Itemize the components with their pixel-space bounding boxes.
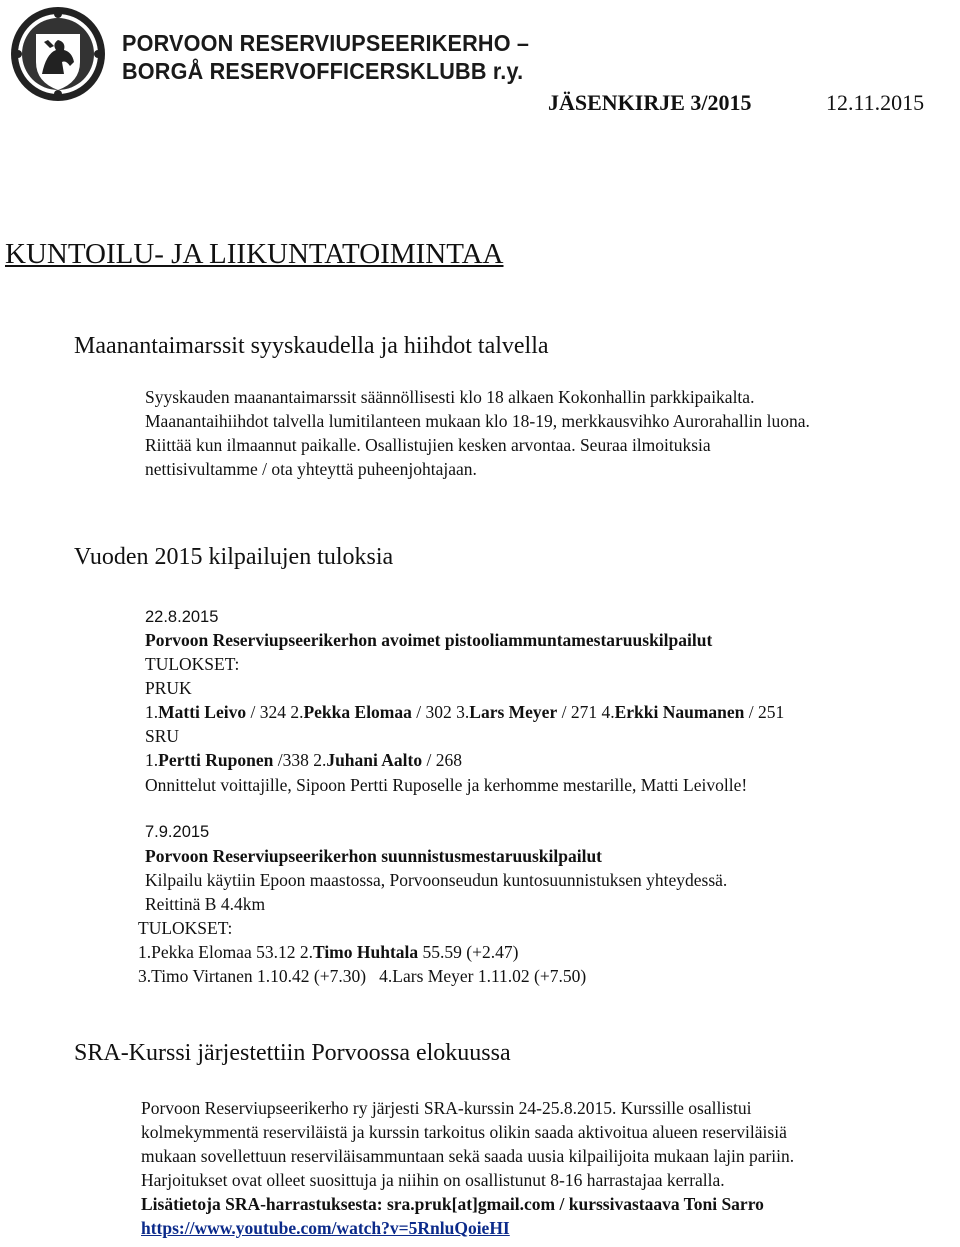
- newsletter-number: JÄSENKIRJE 3/2015: [548, 90, 752, 115]
- result-score: / 302: [411, 702, 457, 722]
- result-entry: 1.Pekka Elomaa 53.12: [138, 942, 300, 962]
- lion-coat-of-arms-icon: [6, 4, 110, 104]
- result-name: Lars Meyer: [469, 702, 558, 722]
- result-score: / 251: [744, 702, 785, 722]
- event2-results-label: TULOKSET:: [138, 918, 233, 938]
- result-name: Timo Huhtala: [312, 942, 419, 962]
- result-name: Juhani Aalto: [326, 750, 423, 770]
- organization-name-sv: BORGÅ RESERVOFFICERSKLUBB r.y.: [122, 58, 524, 84]
- result-rank: 1.: [145, 702, 159, 722]
- event2-results-line2: 3.Timo Virtanen 1.10.42 (+7.30) 4.Lars Meyer 1.11.02 (+7.50): [138, 966, 587, 986]
- sra-line-3: mukaan sovellettuun reserviläisammuntaan sekä saada uusia kilpailijoita mukaan lajin pariin.: [141, 1146, 795, 1166]
- youtube-link[interactable]: https://www.youtube.com/watch?v=5RnluQoieHI: [141, 1218, 510, 1238]
- event1-name: Porvoon Reserviupseerikerhon avoimet pistooliammuntamestaruuskilpailut: [145, 630, 713, 650]
- marches-line-1: Syyskauden maanantaimarssit säännöllisesti klo 18 alkaen Kokonhallin parkkipaikalta.: [145, 387, 755, 407]
- result-score: / 268: [422, 750, 463, 770]
- sra-line-1: Porvoon Reserviupseerikerho ry järjesti SRA-kurssin 24-25.8.2015. Kurssille osallistui: [141, 1098, 752, 1118]
- event1-class1-results: [145, 700, 784, 724]
- section-title-results: Vuoden 2015 kilpailujen tuloksia: [74, 544, 394, 570]
- result-name: Pertti Ruponen: [158, 750, 274, 770]
- sra-contact: Lisätietoja SRA-harrastuksesta: sra.pruk[at]gmail.com / kurssivastaava Toni Sarro: [141, 1194, 764, 1214]
- section-title-sra: SRA-Kurssi järjestettiin Porvoossa elokuussa: [74, 1040, 511, 1066]
- result-rank: 2.: [313, 750, 327, 770]
- event2-desc: Kilpailu käytiin Epoon maastossa, Porvoonseudun kuntosuunnistuksen yhteydessä.: [145, 870, 728, 890]
- result-rank: 4.: [601, 702, 615, 722]
- event1-date: 22.8.2015: [145, 608, 219, 626]
- section-title-marches: Maanantaimarssit syyskaudella ja hiihdot talvella: [74, 333, 549, 359]
- event1-results-label: TULOKSET:: [145, 654, 240, 674]
- event1-congrats: Onnittelut voittajille, Sipoon Pertti Ruposelle ja kerhomme mestarille, Matti Leivolle!: [145, 775, 748, 795]
- event2-route: Reittinä B 4.4km: [145, 894, 266, 914]
- event2-date: 7.9.2015: [145, 823, 210, 841]
- organization-name-fi: PORVOON RESERVIUPSEERIKERHO –: [122, 30, 530, 56]
- newsletter-date: 12.11.2015: [826, 90, 925, 115]
- event2-name: Porvoon Reserviupseerikerhon suunnistusmestaruuskilpailut: [145, 846, 603, 866]
- event1-class2: SRU: [145, 726, 180, 746]
- result-rank: 3.: [456, 702, 470, 722]
- event1-class1: PRUK: [145, 678, 192, 698]
- main-title: KUNTOILU- JA LIIKUNTATOIMINTAA: [5, 238, 504, 270]
- event2-results-line1: [138, 940, 518, 964]
- event1-class2-results: [145, 748, 462, 772]
- result-rank: 1.: [145, 750, 159, 770]
- result-rank: 2.: [299, 942, 313, 962]
- sra-line-4: Harjoitukset ovat olleet suosittuja ja niihin on osallistunut 8-16 harrastajaa kerralla.: [141, 1170, 725, 1190]
- marches-line-3: Riittää kun ilmaannut paikalle. Osallistujien kesken arvontaa. Seuraa ilmoituksia: [145, 435, 711, 455]
- result-name: Matti Leivo: [158, 702, 247, 722]
- marches-line-4: nettisivultamme / ota yhteyttä puheenjohtajaan.: [145, 459, 477, 479]
- result-score: / 324: [246, 702, 291, 722]
- sra-line-2: kolmekymmentä reserviläistä ja kurssin tarkoitus olikin saada aktivoitua alueen reserviläisiä: [141, 1122, 787, 1142]
- result-rank: 2.: [290, 702, 304, 722]
- result-name: Pekka Elomaa: [303, 702, 412, 722]
- result-score: / 271: [557, 702, 602, 722]
- result-score: /338: [273, 750, 314, 770]
- sra-video-link-wrapper: [141, 1216, 510, 1240]
- marches-line-2: Maanantaihiihdot talvella lumitilanteen mukaan klo 18-19, merkkausvihko Aurorahallin luona.: [145, 411, 810, 431]
- result-name: Erkki Naumanen: [614, 702, 745, 722]
- result-time: 55.59 (+2.47): [418, 942, 519, 962]
